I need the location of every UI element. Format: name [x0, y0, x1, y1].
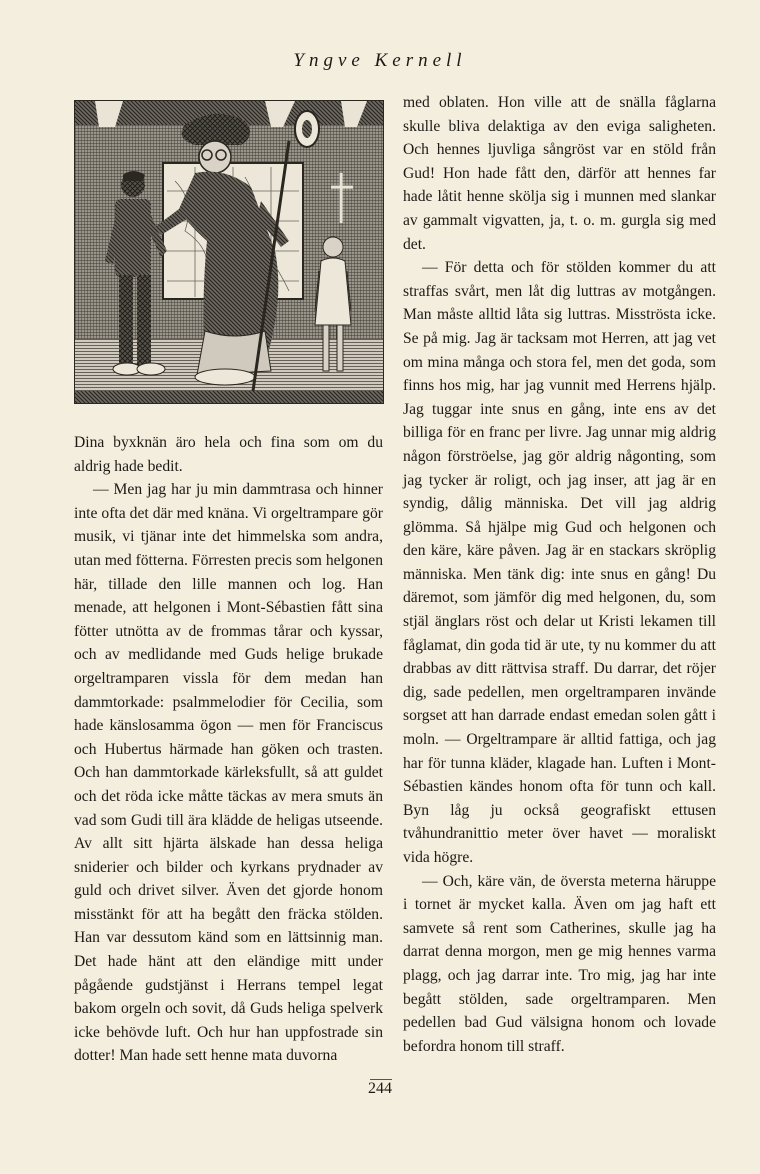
- paragraph: med oblaten. Hon ville att de snälla fåglarna skulle bliva delaktiga av den eviga saligheten. Och hennes ljuvliga sångröst var en stöld från Gud! Hon hade fått den, därför att hennes far hade låtit henne skölja sig i munnen med slankar av gammalt vigvatten, ja, t. o. m. gurgla sig med det.: [403, 94, 716, 253]
- engraving-drawing: [75, 101, 383, 403]
- page-number: 244: [368, 1080, 392, 1097]
- right-text-column: [403, 91, 716, 1058]
- paragraph: — För detta och för stölden kommer du att straffas svårt, men låt dig luttras av motgången. Man måste alltid låta sig luttras. Misströsta icke. Se på mig. Jag är tacksam mot Herren, att jag vet om mina många och stora fel, men det goda, som finns hos mig, har jag vunnit med Herrens hjälp. Jag tuggar inte snus en gång, inte ens av det billiga för en franc per livre. Jag unnar mig aldrig någon förströelse, jag gör aldrig någonting, som jag tycker är roligt, och jag inser, att jag är en syndig, dålig människa. Det vill jag aldrig glömma. Så hjälpe mig Gud och helgonen och den käre, käre påven. Jag är en stackars skröplig människa. Men tänk dig: inte snus en gång! Du däremot, som jämför dig med helgonen, du, som stjäl änglars röst och delar ut Kristi lekamen till fåglamat, din goda tid är ute, ty nu kommer du att drabbas av ditt rättvisa straff. Du darrar, det röjer dig, sade pedellen, men orgeltramparen invände sorgset att han darrade endast emedan solen gått i moln. — Orgeltrampare är alltid fattiga, och jag har för tunna kläder, klagade han. Luften i Mont-Sébastien kändes honom ofta för tunn och kall. Byn låg ju också geografiskt ettusen tvåhundranittio meter över havet — moraliskt vida högre.: [403, 259, 716, 866]
- illustration-engraving: [74, 100, 384, 404]
- paragraph: — Men jag har ju min dammtrasa och hinner inte ofta det där med knäna. Vi orgeltrampare gör musik, vi tjänar inte det himmelska som andra, utan med fötterna. Förresten precis som helgonen här, tillade den lille mannen och log. Han menade, att helgonen i Mont-Sébastien fått sina fötter utnötta av de frommas tårar och kyssar, och av medlidande med Guds helige brukade orgeltramparen vissla för dem medan han dammtorkade: psalmmelodier för Cecilia, som hade känslosamma ögon — men för Franciscus och Hubertus härmade han göken och trasten. Och han dammtorkade kärleksfullt, så att guldet och det röda icke måtte täckas av mera smuts än vad som Gudi till ära klädde de heligas utseende. Av allt sitt hjärta älskade han dessa heliga sniderier och bilder och kyrkans prydnader av guld och drivet silver. Även det gjorde honom misstänkt för att ha begått den fräcka stölden. Han var dessutom känd som en lättsinnig man. Det hade hänt att den eländige mitt under pågående gudstjänst i Herrans tempel legat bakom orgeln och sovit, då Guds heliga spelverk icke behövde luft. Och hur han uppfostrade sin dotter! Man hade sett henne mata duvorna: [74, 481, 383, 1065]
- running-header: Yngve Kernell: [293, 50, 467, 71]
- paragraph: — Och, käre vän, de översta meterna häruppe i tornet är mycket kalla. Även om jag haft ett samvete så rent som Catherines, skulle jag ha darrat denna morgon, men ge mig hennes varma plagg, och jag darrar inte. Tro mig, jag har inte begått stölden, sade orgeltramparen. Men pedellen bad Gud välsigna honom och lovade befordra honom till straff.: [403, 872, 716, 1055]
- paragraph: Dina byxknän äro hela och fina som om du aldrig hade bedit.: [74, 434, 383, 475]
- left-text-column: [74, 431, 383, 1068]
